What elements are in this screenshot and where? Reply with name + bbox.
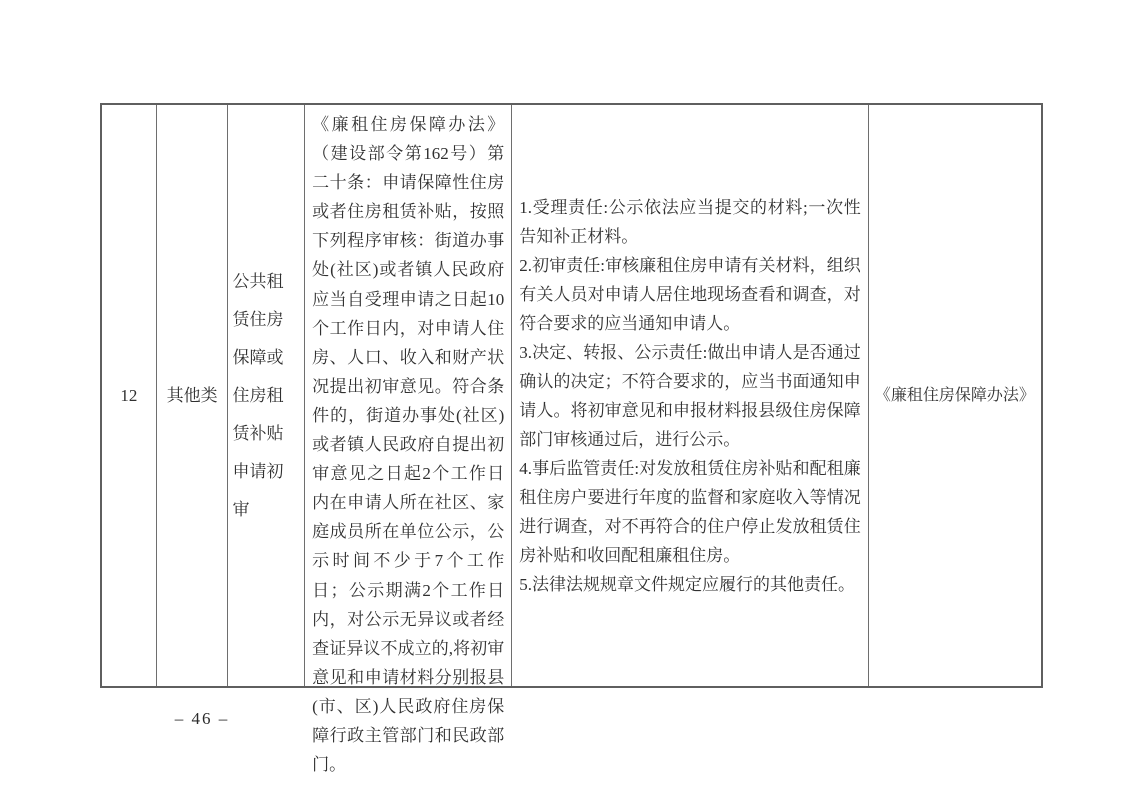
cell-row-index: 12 — [102, 105, 157, 686]
responsibility-item: 2.初审责任:审核廉租住房申请有关材料，组织有关人员对申请人居住地现场查看和调查，对符合要求的应当通知申请人。 — [519, 255, 861, 333]
responsibility-item: 3.决定、转报、公示责任:做出申请人是否通过确认的决定；不符合要求的，应当书面通知申请人。将初审意见和申报材料报县级住房保障部门审核通过后，进行公示。 — [519, 342, 861, 449]
cell-category: 其他类 — [157, 105, 229, 686]
cell-legal-basis: 《廉租住房保障办法》（建设部令第162号）第二十条：申请保障性住房或者住房租赁补贴，按照下列程序审核：街道办事处(社区)或者镇人民政府应当自受理申请之日起10个工作日内，对申请人住房、人口、收入和财产状况提出初审意见。符合条件的，街道办事处(社区)或者镇人民政府自提出初审意见之日起2个工作日内在申请人所在社区、家庭成员所在单位公示，公示时间不少于7个工作日；公示期满2个工作日内，对公示无异议或者经查证异议不成立的,将初审意见和申请材料分别报县(市、区)人民政府住房保障行政主管部门和民政部门。 — [305, 105, 512, 686]
cell-responsibilities — [512, 105, 868, 686]
responsibility-item: 1.受理责任:公示依法应当提交的材料;一次性告知补正材料。 — [519, 197, 861, 246]
responsibility-item: 5.法律法规规章文件规定应履行的其他责任。 — [519, 574, 856, 594]
cell-item-name — [228, 105, 305, 686]
responsibility-item: 4.事后监管责任:对发放租赁住房补贴和配租廉租住房户要进行年度的监督和家庭收入等情况进行调查，对不再符合的住户停止发放租赁住房补贴和收回配租廉租住房。 — [519, 458, 861, 565]
item-name-text: 公共租赁住房保障或住房租赁补贴申请初审 — [232, 271, 284, 519]
cell-accountability-basis: 《廉租住房保障办法》 — [874, 387, 1035, 404]
page-number: – 46 – — [174, 709, 230, 728]
